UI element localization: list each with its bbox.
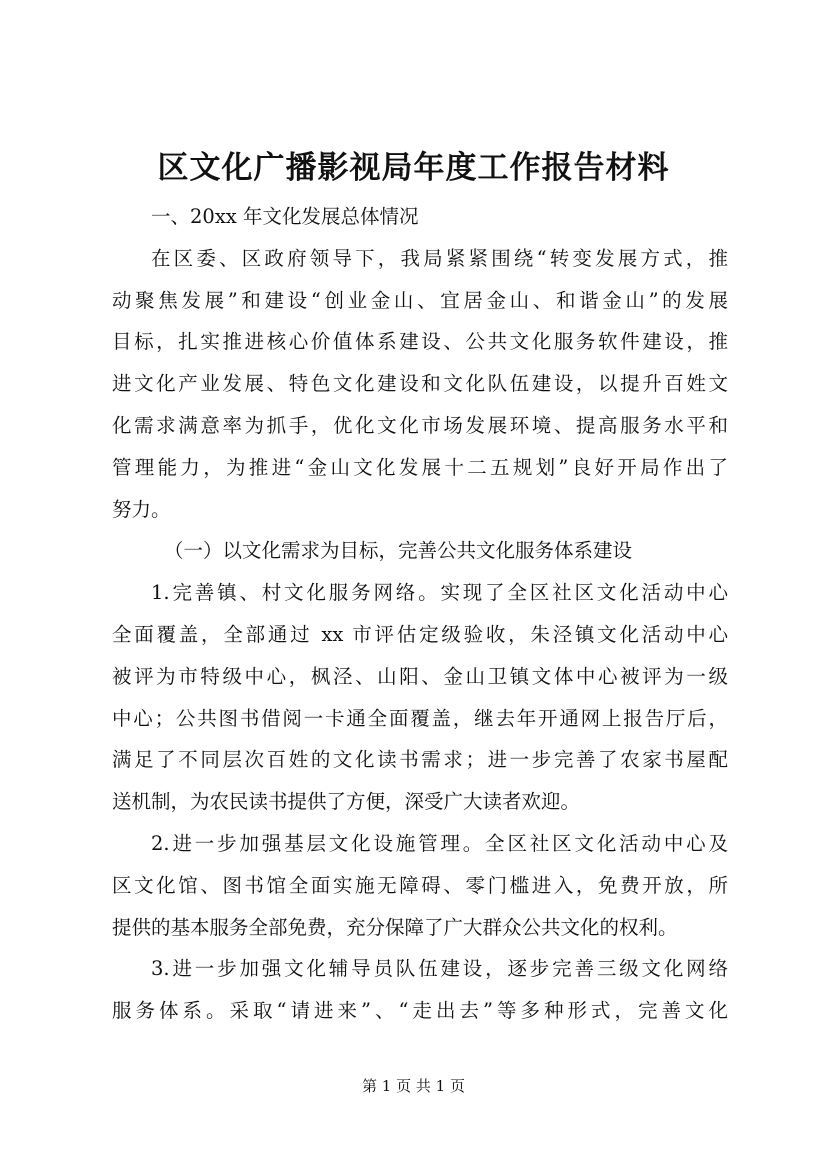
document-title: 区文化广播影视局年度工作报告材料	[157, 150, 670, 186]
paragraph-line: 2.进一步加强基层文化设施管理。全区社区文化活动中心及	[151, 831, 728, 855]
paragraph-line: 化需求满意率为抓手，优化文化市场发展环境、提高服务水平和	[112, 413, 728, 437]
page-footer: 第 1 页 共 1 页	[362, 1077, 465, 1095]
paragraph-line: 全面覆盖，全部通过 xx 市评估定级验收，朱泾镇文化活动中心	[112, 622, 728, 646]
paragraph-line: 被评为市特级中心，枫泾、山阳、金山卫镇文体中心被评为一级	[112, 664, 728, 688]
paragraph-line: 努力。	[112, 497, 171, 521]
paragraph-line: 管理能力，为推进“金山文化发展十二五规划”良好开局作出了	[112, 455, 728, 479]
paragraph-line: 满足了不同层次百姓的文化读书需求；进一步完善了农家书屋配	[112, 748, 728, 772]
paragraph-line: 1.完善镇、村文化服务网络。实现了全区社区文化活动中心	[151, 581, 728, 605]
paragraph-line: 目标，扎实推进核心价值体系建设、公共文化服务软件建设，推	[112, 330, 728, 354]
paragraph-line: 提供的基本服务全部免费，充分保障了广大群众公共文化的权利。	[112, 915, 678, 939]
paragraph-line: 送机制，为农民读书提供了方便，深受广大读者欢迎。	[112, 790, 581, 814]
paragraph-line: 服务体系。采取“请进来”、“走出去”等多种形式，完善文化	[112, 999, 728, 1023]
document-body	[112, 196, 728, 1032]
subsection-heading: （一）以文化需求为目标，完善公共文化服务体系建设	[164, 539, 633, 563]
paragraph-line: 区文化馆、图书馆全面实施无障碍、零门槛进入，免费开放，所	[112, 873, 728, 897]
section-heading: 一、20xx 年文化发展总体情况	[151, 205, 419, 228]
paragraph-line: 3.进一步加强文化辅导员队伍建设，逐步完善三级文化网络	[151, 957, 728, 981]
paragraph-line: 进文化产业发展、特色文化建设和文化队伍建设，以提升百姓文	[112, 372, 728, 396]
paragraph-line: 中心；公共图书借阅一卡通全面覆盖，继去年开通网上报告厅后，	[112, 706, 728, 730]
paragraph-line: 动聚焦发展”和建设“创业金山、宜居金山、和谐金山”的发展	[112, 288, 728, 312]
paragraph-line: 在区委、区政府领导下，我局紧紧围绕“转变发展方式，推	[151, 246, 728, 270]
